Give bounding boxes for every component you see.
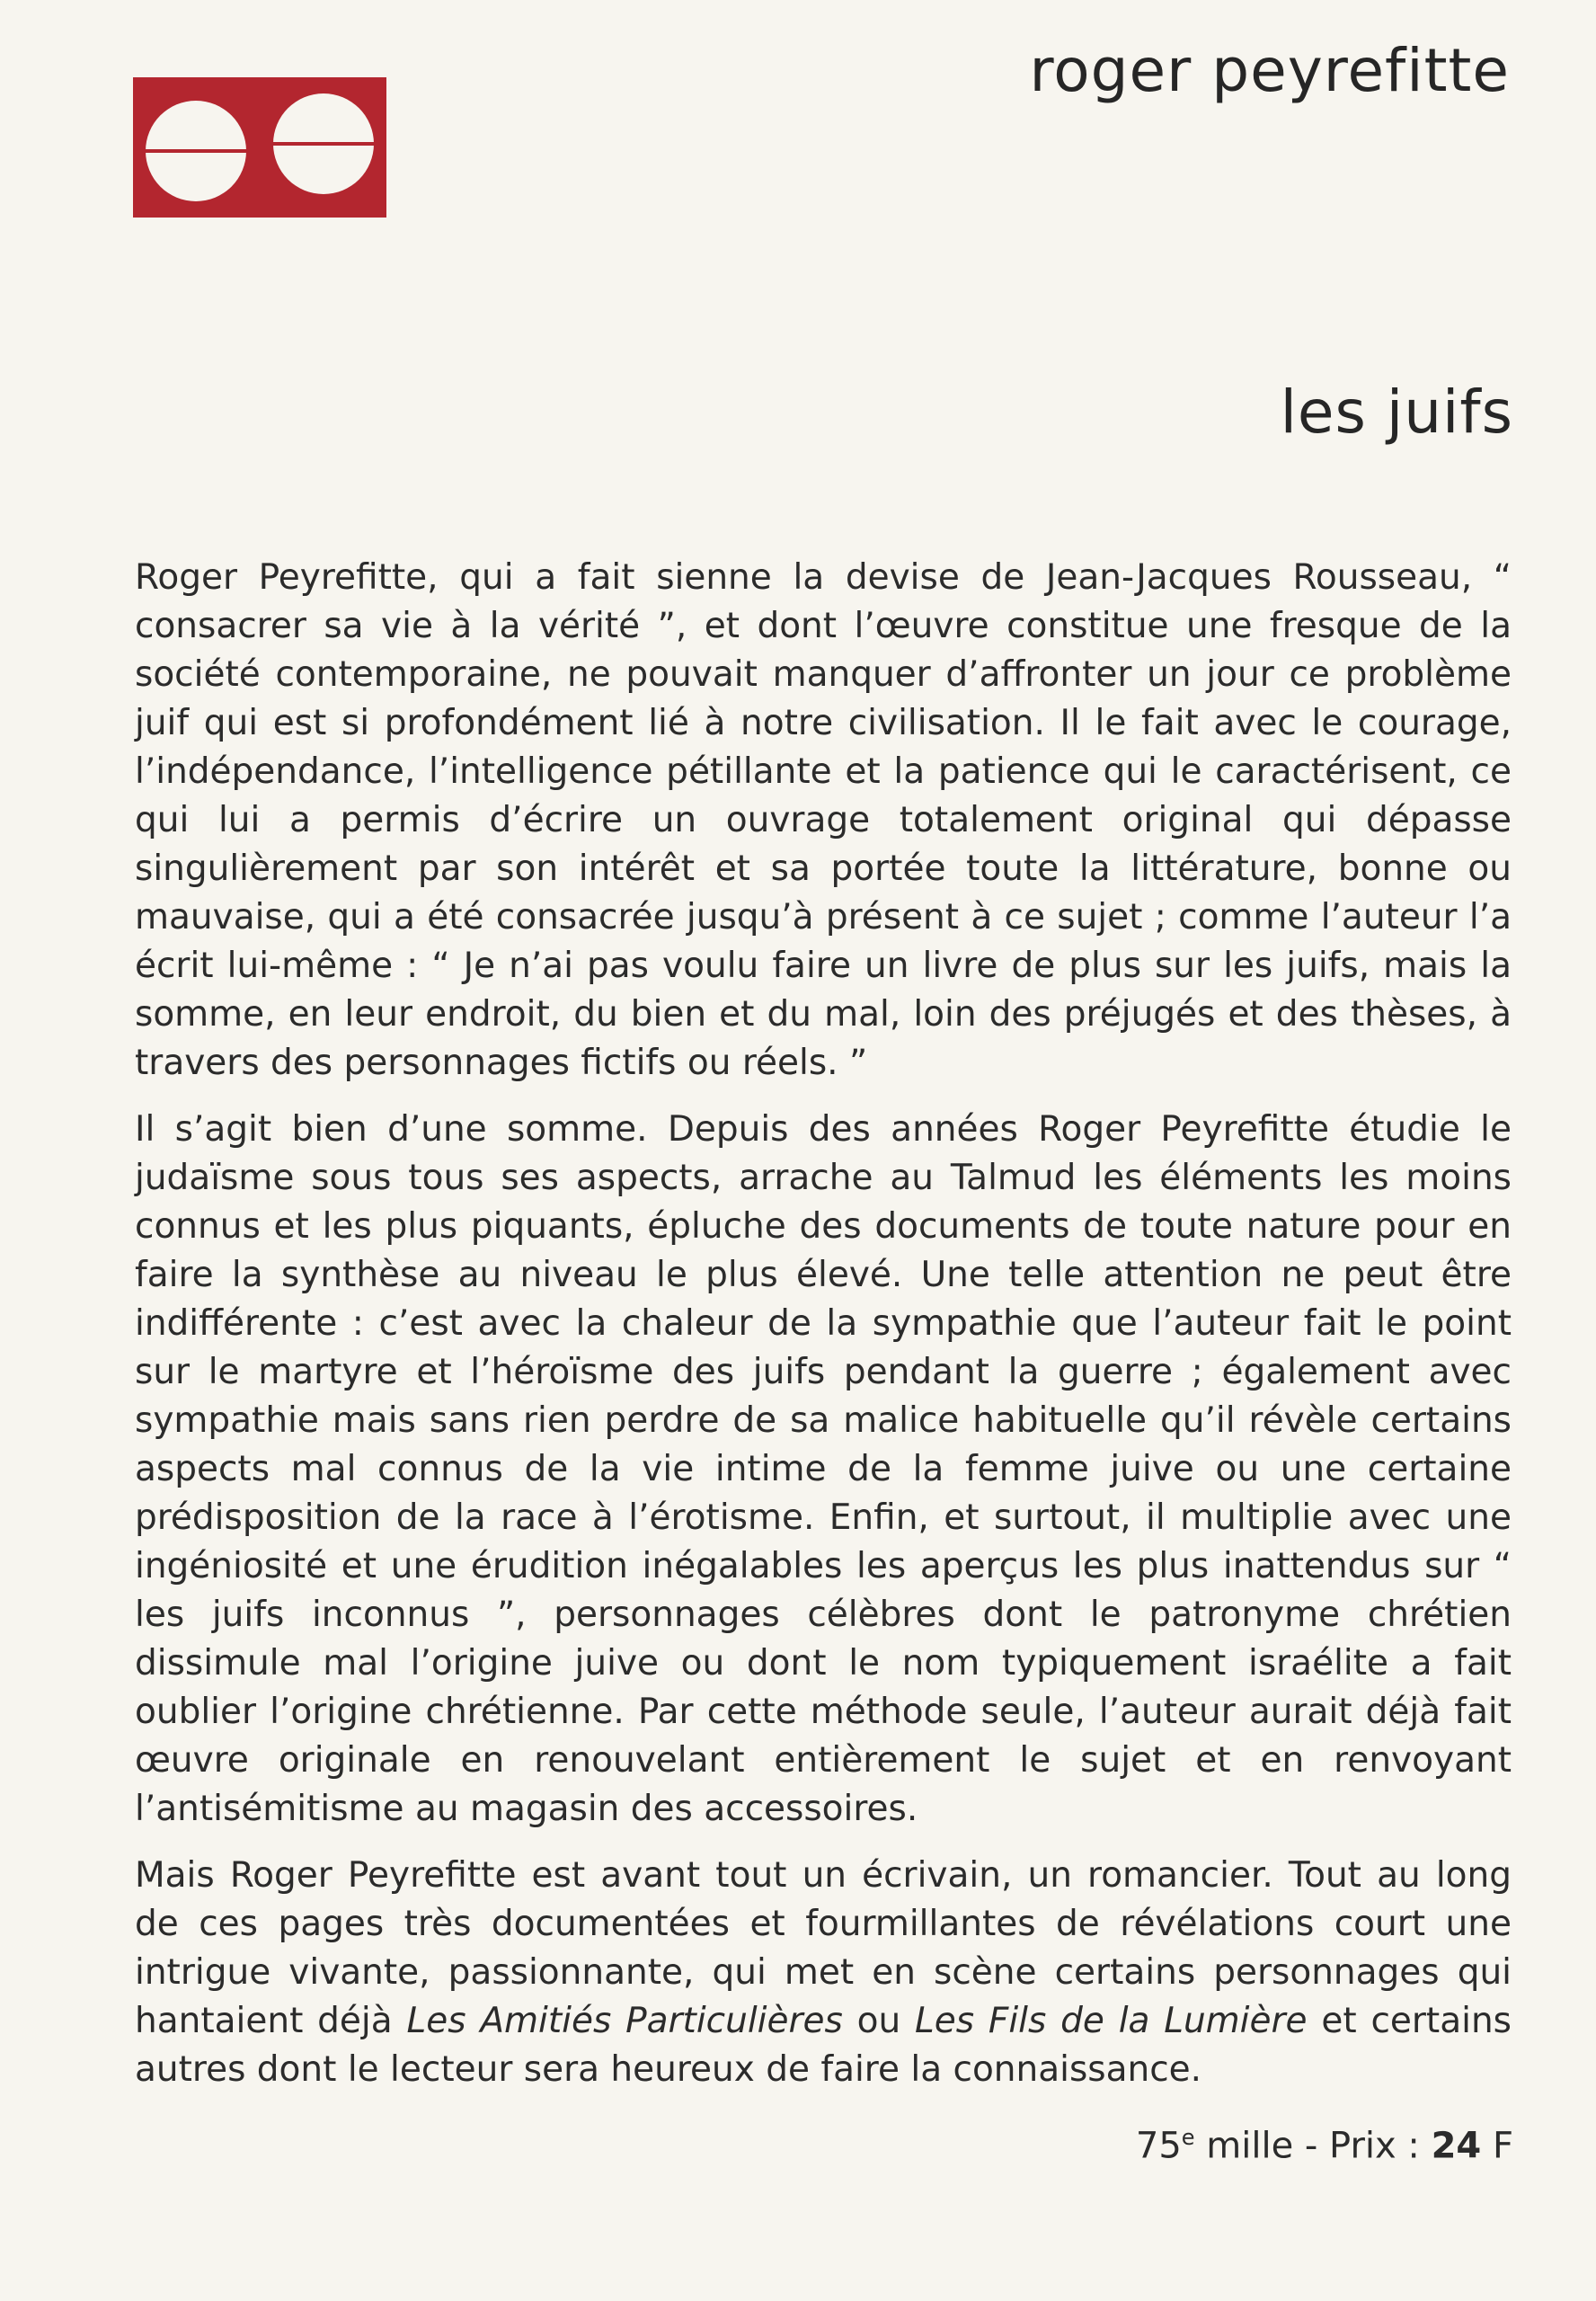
blurb-text — [135, 554, 1512, 2112]
price-value: 24 — [1431, 2125, 1482, 2167]
author-name: roger peyrefitte — [1029, 36, 1510, 105]
edition-number: 75 — [1135, 2125, 1182, 2167]
paragraph-3-start: Mais Roger Peyrefitte est avant tout un écrivain, un romancier. Tout au long de ces pages très documentées et fourmillantes de révélations court une intrigue vivante, passionnante, qui met en scène certains personnages qui hantaient déjà — [135, 1855, 1512, 2041]
blurb-paragraph-1: Roger Peyrefitte, qui a fait sienne la devise de Jean-Jacques Rousseau, “ consacrer sa vie à la vérité ”, et dont l’œuvre constitue une fresque de la société contemporaine, ne pouvait manquer d’affronter un jour ce problème juif qui est si profondément lié à notre civilisation. Il le fait avec le courage, l’indépendance, l’intelligence pétillante et la patience qui le caractérisent, ce qui lui a permis d’écrire un ouvrage totalement original qui dépasse singulièrement par son intérêt et sa portée toute la littérature, bonne ou mauvaise, qui a été consacrée jusqu’à présent à ce sujet ; comme l’auteur l’a écrit lui-même : “ Je n’ai pas voulu faire un livre de plus sur les juifs, mais la somme, en leur endroit, du bien et du mal, loin des préjugés et des thèses, à travers des personnages fictifs ou réels. ” — [135, 557, 1512, 1083]
paragraph-3-end: et certains autres dont le lecteur sera heureux de faire la connaissance. — [135, 2001, 1512, 2090]
paragraph-3-mid: ou — [842, 2001, 916, 2041]
book-title: les juifs — [1280, 378, 1513, 447]
currency: F — [1481, 2125, 1513, 2167]
blurb-paragraph-2: Il s’agit bien d’une somme. Depuis des années Roger Peyrefitte étudie le judaïsme sous tous ses aspects, arrache au Talmud les éléments les moins connus et les plus piquants, épluche des documents de toute nature pour en faire la synthèse au niveau le plus élevé. Une telle attention ne peut être indifférente : c’est avec la chaleur de la sympathie que l’auteur fait le point sur le martyre et l’héroïsme des juifs pendant la guerre ; également avec sympathie mais sans rien perdre de sa malice habituelle qu’il révèle certains aspects mal connus de la vie intime de la femme juive ou une certaine prédisposition de la race à l’érotisme. Enfin, et surtout, il multiplie avec une ingéniosité et une érudition inégalables les aperçus les plus inattendus sur “ les juifs inconnus ”, personnages célèbres dont le patronyme chrétien dissimule mal l’origine juive ou dont le nom typiquement israélite a fait oublier l’origine chrétienne. Par cette méthode seule, l’auteur aurait déjà fait œuvre originale en renouvelant entièrement le sujet et en renvoyant l’antisémitisme au magasin des accessoires. — [135, 1109, 1512, 1829]
blurb-paragraph-3 — [135, 1852, 1512, 2094]
edition-text: mille - Prix : — [1194, 2125, 1432, 2167]
edition-superscript: e — [1181, 2125, 1195, 2150]
book-reference-1: Les Amitiés Particulières — [406, 2001, 843, 2041]
edition-price-line — [1136, 2125, 1513, 2166]
book-reference-2: Les Fils de la Lumière — [915, 2001, 1308, 2041]
publisher-logo — [133, 77, 386, 218]
